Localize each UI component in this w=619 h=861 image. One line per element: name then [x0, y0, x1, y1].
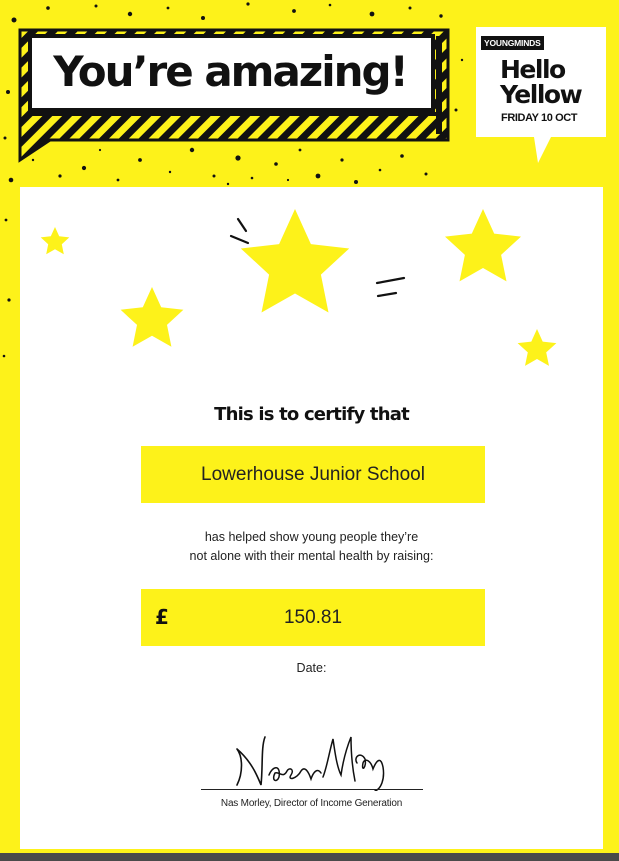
logo-brand: YOUNGMINDS: [481, 36, 544, 50]
hello-yellow-logo: [476, 27, 606, 165]
signatory-caption: Nas Morley, Director of Income Generation: [220, 798, 403, 809]
certificate-card: [20, 187, 603, 849]
certify-heading: This is to certify that: [214, 404, 409, 425]
bottom-edge-bar: [0, 853, 619, 861]
star-decoration: [20, 187, 603, 387]
star-icon: [41, 227, 70, 254]
logo-line-yellow: Yellow: [500, 80, 582, 109]
certificate-description: [20, 528, 603, 566]
amount-value: 150.81: [283, 607, 343, 628]
signature-mark: [225, 727, 405, 791]
currency-symbol: £: [155, 605, 169, 629]
star-icon: [121, 287, 184, 347]
headline-banner: [0, 0, 460, 165]
signature-line: [201, 789, 423, 790]
headline-title: You’re amazing!: [53, 46, 407, 96]
date-label: Date:: [296, 661, 327, 675]
star-icon: [241, 209, 349, 313]
recipient-name: Lowerhouse Junior School: [141, 446, 485, 503]
star-icon: [518, 329, 557, 366]
star-icon: [445, 209, 521, 281]
logo-line-hello: Hello: [500, 55, 565, 84]
amount-box: [141, 589, 485, 646]
description-line-1: has helped show young people they’re: [204, 530, 419, 544]
description-line-2: not alone with their mental health by raising:: [189, 549, 434, 563]
logo-date: FRIDAY 10 OCT: [501, 112, 578, 124]
